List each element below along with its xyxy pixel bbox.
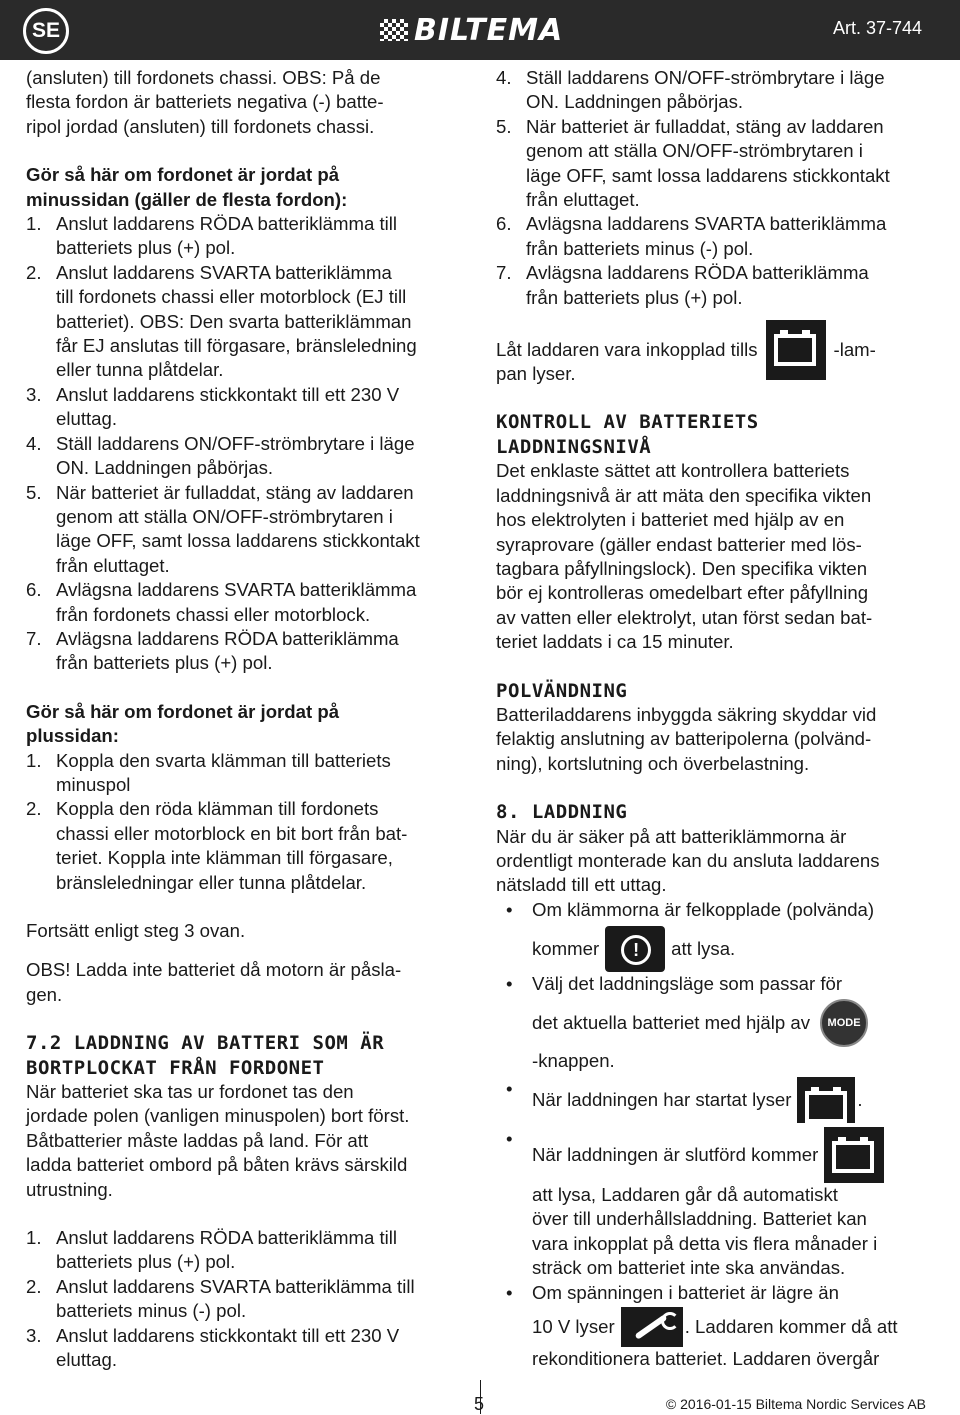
step-number: 3. [26,1324,42,1346]
battery-shell [832,1141,874,1173]
article-number: Art. 37-744 [832,18,922,38]
spacer [26,676,466,700]
list-item: 5. När batteriet är fulladdat, stäng av laddaren genom att ställa ON/OFF-strömbrytaren i läge OFF, samt lossa laddarens stickkontakt från eluttaget. [26,481,420,576]
step-number: 7. [496,262,512,284]
language-badge: SE [23,8,69,54]
step-number: 6. [26,579,42,601]
step-number: 2. [26,798,42,820]
step-number: 6. [496,213,512,235]
laddning-bullets [496,898,936,1372]
right-steps [496,66,936,310]
list-item: 3. Anslut laddarens stickkontakt till ett 230 V eluttag. [26,383,400,430]
section-72-body: När batteriet ska tas ur fordonet tas den jordade polen (vanligen minuspolen) bort först. Båtbatterier måste laddas på land. För att ladda batteriet ombord på båten krävs särskild utrustning. [26,1081,410,1200]
spacer [26,943,466,958]
minus-steps [26,212,466,676]
mode-line [532,999,936,1049]
list-item: 7. Avlägsna laddarens RÖDA batteriklämma från batteriets plus (+) pol. [496,262,869,308]
charging-line [532,1077,936,1123]
checkered-flag-icon [380,19,408,41]
bullet-text: rekonditionera batteriet. Laddaren övergår [532,1348,880,1370]
wrench-icon [621,1307,683,1347]
copyright: © 2016-01-15 Biltema Nordic Services AB [665,1396,926,1412]
spacer [26,1202,466,1226]
biltema-logo [380,14,563,46]
spacer [26,139,466,163]
recondition-line [532,1307,936,1347]
list-item: 7. Avlägsna laddarens RÖDA batteriklämma från batteriets plus (+) pol. [26,627,399,674]
bullet-text: kommer [532,937,600,959]
bullet-item: • Välj det laddningsläge som passar för det aktuella batteriet med hjälp av MODE -knappen. [496,972,936,1073]
plus-steps [26,749,466,895]
step-number: 5. [26,481,42,503]
bullet-text: . [857,1088,863,1110]
list-item: 2. Anslut laddarens SVARTA batteriklämma till fordonets chassi eller motorblock (EJ till batteriet). OBS: Den svarta batteriklämman får EJ anslutas till förgasare, bränsleledning eller tunna plåtdelar. [26,261,417,381]
bullet-body: att lysa, Laddaren går då automatiskt över till underhållsladdning. Batteriet kan vara inkopplat på detta vis flera månader i sträck om batteriet inte ska användas. [532,1184,878,1279]
list-item: 6. Avlägsna laddarens SVARTA batteriklämma från batteriets minus (-) pol. [496,213,887,259]
spacer [496,310,936,320]
minus-heading: Gör så här om fordonet är jordat på minussidan (gäller de flesta fordon): [26,164,348,210]
step-number: 2. [26,1275,42,1297]
right-column [496,66,936,1371]
wrench-head [661,1312,679,1330]
list-item: 6. Avlägsna laddarens SVARTA batteriklämma från fordonets chassi eller motorblock. [26,579,417,625]
battery-shell [774,334,816,366]
list-item: 1. Anslut laddarens RÖDA batteriklämma till batteriets plus (+) pol. [26,1227,398,1273]
bullet-text: . Laddaren kommer då att [684,1315,898,1337]
obs-text: OBS! Ladda inte batteriet då motorn är påsla- gen. [26,959,402,1005]
polvandning-heading: POLVÄNDNING [496,679,628,702]
lamp-paragraph [496,320,936,386]
kontroll-body: Det enklaste sättet att kontrollera batteriets laddningsnivå är att mäta den specifika vikten hos elektrolyten i batteriet med hjälp av en syraprovare (gäller endast batterier med lös- tagbara påfyllningslock). Den specifika vikten bör ej kontrolleras omedelbart efter påfyllning av vatten eller elektrolyt, utan först sedan bat- teriet laddats i ca 15 minuter. [496,460,873,653]
step-number: 1. [26,1227,42,1249]
left-column [26,66,466,1373]
bullet-item [496,1077,936,1123]
step-number: 1. [26,749,42,771]
battery-icon [824,1127,884,1183]
list-item: 1. Anslut laddarens RÖDA batteriklämma till batteriets plus (+) pol. [26,213,398,259]
plus-heading: Gör så här om fordonet är jordat på plussidan: [26,700,340,747]
bullet-text: det aktuella batteriet med hjälp av [532,1012,811,1034]
warning-icon [605,926,665,972]
lamp-text-b: -lam- [833,339,876,361]
step-number: 7. [26,627,42,649]
battery-icon [766,320,826,380]
battery-icon [797,1077,855,1123]
bullet-text: att lysa. [671,937,736,959]
list-item: 2. Anslut laddarens SVARTA batteriklämma till batteriets minus (-) pol. [26,1275,415,1322]
step-number: 4. [26,432,42,454]
bullet-text: -knappen. [532,1049,615,1071]
laddning-heading: 8. LADDNING [496,801,628,824]
battery-shell [805,1091,847,1123]
exclamation-icon: ! [621,935,651,965]
kontroll-heading: KONTROLL AV BATTERIETS LADDNINGSNIVÅ [496,411,759,458]
logo-text: BILTEMA [414,12,564,48]
step-number: 1. [26,213,42,235]
polvandning-body: Batteriladdarens inbyggda säkring skyddar vid felaktig anslutning av batteripolerna (polvänd- ning), kortslutning och överbelastning. [496,703,877,774]
spacer [26,1007,466,1031]
lamp-text-a: Låt laddaren vara inkopplad tills [496,339,758,361]
section-72-heading: 7.2 LADDNING AV BATTERI SOM ÄR BORTPLOCKAT FRÅN FORDONET [26,1032,385,1079]
continue-text: Fortsätt enligt steg 3 ovan. [26,920,246,941]
list-item: 4. Ställ laddarens ON/OFF-strömbrytare i läge ON. Laddningen påbörjas. [496,67,885,113]
list-item: 5. När batteriet är fulladdat, stäng av laddaren genom att ställa ON/OFF-strömbrytaren i läge OFF, samt lossa laddarens stickkontakt från eluttaget. [496,115,890,211]
section-72-steps [26,1226,466,1372]
list-item: 2. Koppla den röda klämman till fordonets chassi eller motorblock en bit bort från bat- teriet. Koppla inte klämman till förgasare, bränsleledningar eller tunna plåtdelar. [26,798,408,893]
bullet-text: • När laddningen är slutförd kommer [532,1143,819,1165]
bullet-item: • Om klämmorna är felkopplade (polvända) kommer ! att lysa. [496,898,936,972]
spacer [496,386,936,410]
page-header [0,0,960,60]
spacer [496,776,936,800]
intro-text: (ansluten) till fordonets chassi. OBS: På de flesta fordon är batteriets negativa (-) batte- ripol jordad (ansluten) till fordonets chassi. [26,67,384,137]
lamp-text-c: pan lyser. [496,363,576,385]
mode-button-icon [814,999,874,1049]
page-number: 5 [474,1394,485,1414]
bullet-text: • När laddningen har startat lyser [532,1088,792,1110]
complete-line [532,1127,936,1183]
warning-line [532,926,936,972]
list-item: 1. Koppla den svarta klämman till batteriets minuspol [26,749,391,795]
step-number: 5. [496,115,512,137]
mode-label: MODE [820,999,868,1047]
bullet-item [496,1127,936,1281]
step-number: 3. [26,383,42,405]
list-item: 4. Ställ laddarens ON/OFF-strömbrytare i läge ON. Laddningen påbörjas. [26,432,415,479]
step-number: 4. [496,67,512,88]
bullet-item: • Om spänningen i batteriet är lägre än 10 V lyser . Laddaren kommer då att rekonditionera batteriet. Laddaren övergår [496,1281,936,1372]
laddning-body: När du är säker på att batteriklämmorna är ordentligt monterade kan du ansluta laddarens nätsladd till ett uttag. [496,825,880,896]
list-item: 3. Anslut laddarens stickkontakt till ett 230 V eluttag. [26,1324,400,1371]
step-number: 2. [26,261,42,283]
bullet-text: 10 V lyser [532,1315,615,1337]
spacer [26,895,466,919]
spacer [496,655,936,679]
